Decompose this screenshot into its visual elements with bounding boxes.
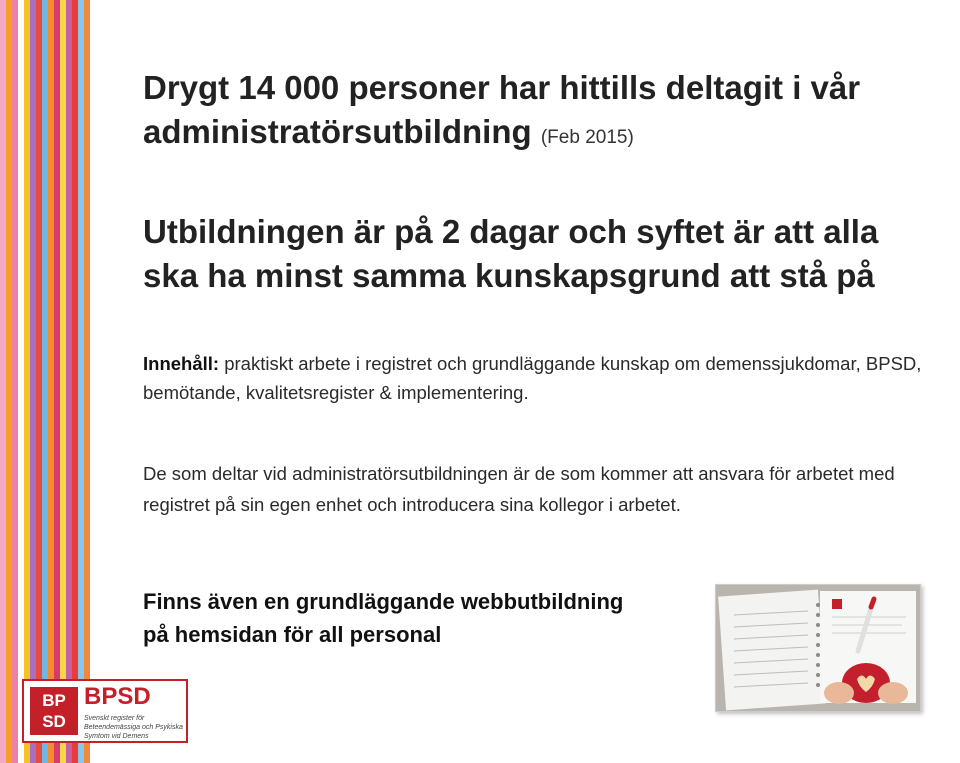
decorative-stripes [0,0,90,763]
content-text: praktiskt arbete i registret och grundläggande kunskap om demenssjukdomar, BPSD, bemötande, kvalitetsregister & implementering. [143,353,922,403]
web-line-2: på hemsidan för all personal [143,622,442,647]
participants-paragraph: De som deltar vid administratörsutbildningen är de som kommer att ansvara för arbetet med registret på sin egen enhet och introducera sina kollegor i arbetet. [143,463,895,515]
logo-square: BP SD [30,687,78,735]
purpose-line-1: Utbildningen är på 2 dagar och syftet är att alla [143,213,879,250]
content-label: Innehåll: [143,353,220,374]
training-materials-photo [715,584,921,712]
heading-line-2: administratörsutbildning [143,113,532,150]
heading-line-1: Drygt 14 000 personer har hittills deltagit i vår [143,69,861,106]
logo-name: BPSD [84,683,151,710]
purpose-line-2: ska ha minst samma kunskapsgrund att stå på [143,257,875,294]
stripe-14 [84,0,90,763]
heading-date: (Feb 2015) [540,127,634,148]
content-paragraph [143,349,933,407]
web-line-1: Finns även en grundläggande webbutbildning [143,589,624,614]
heading-purpose [143,210,878,298]
heading-participants [143,66,860,160]
logo-tagline: Svenskt register för Beteendemässiga och Psykiska Symtom vid Demens [84,715,183,740]
bpsd-logo [22,679,188,743]
web-training-text [143,585,623,651]
